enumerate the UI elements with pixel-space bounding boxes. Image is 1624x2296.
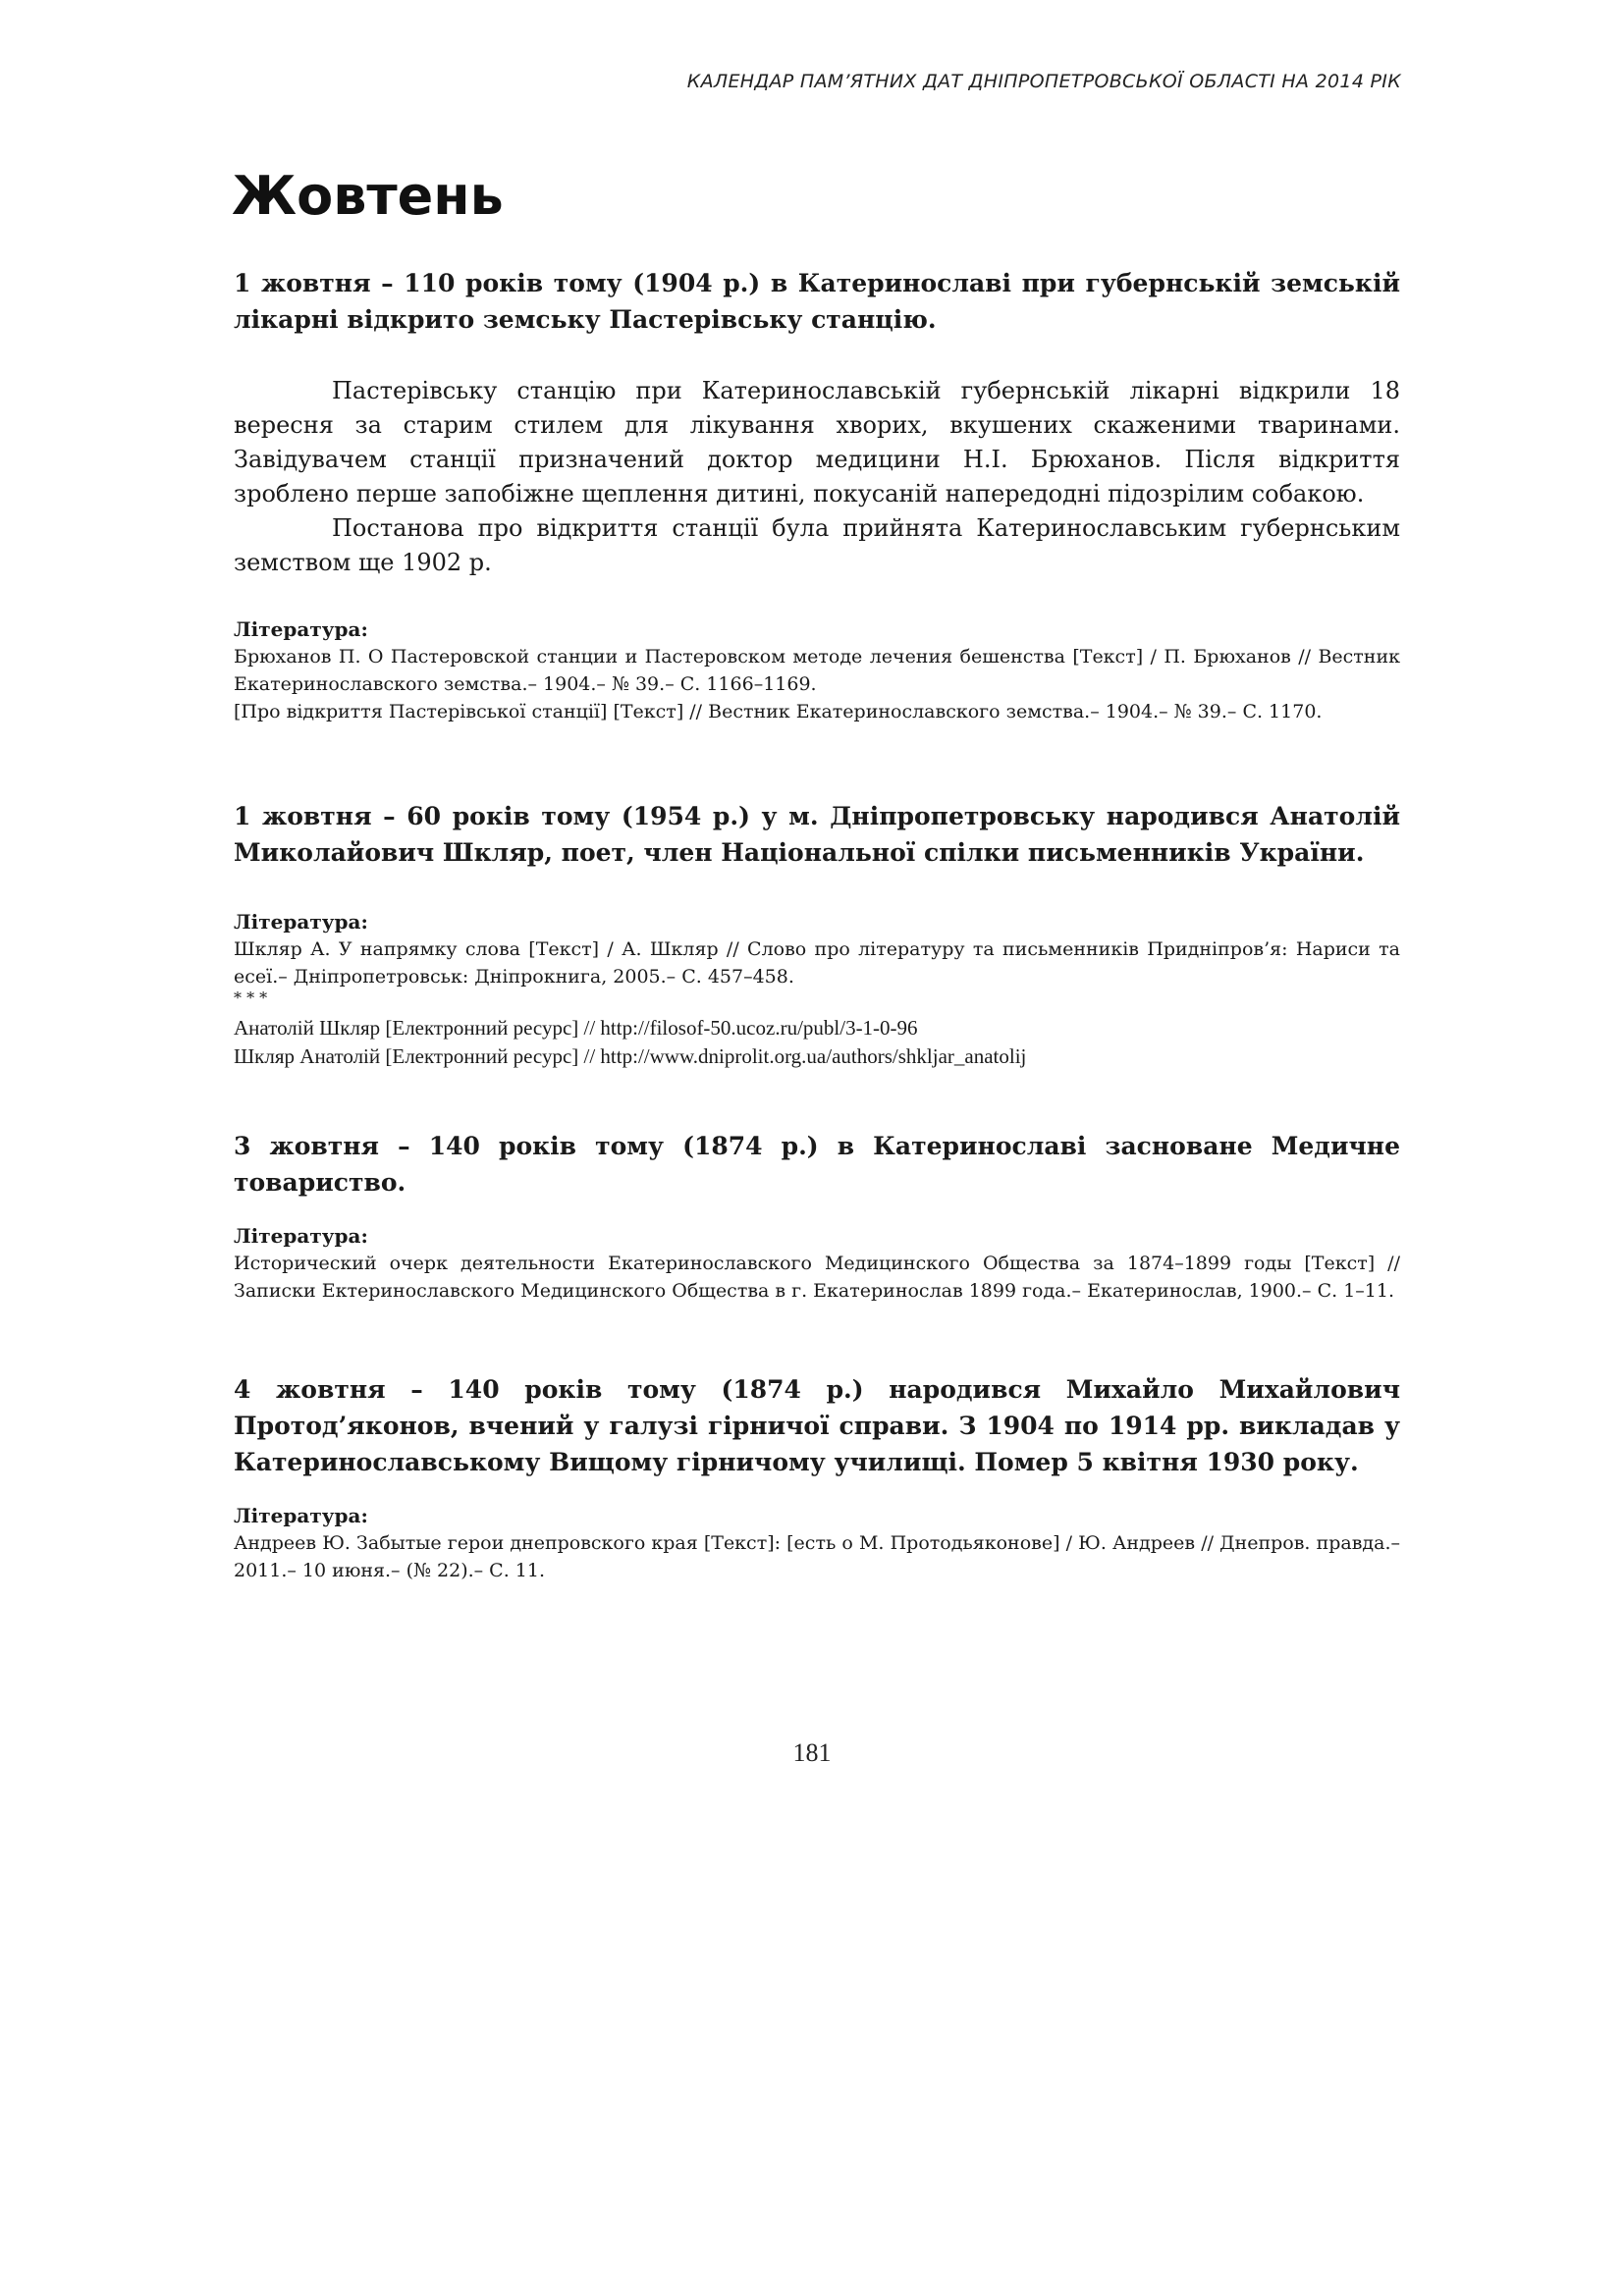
web-source: Шкляр Анатолій [Електронний ресурс] // http://www.dniprolit.org.ua/authors/shkljar_anatolij bbox=[234, 1044, 1027, 1068]
body-paragraph: Пастерівську станцію при Катеринославській губернській лікарні відкрили 18 вересня за старим стилем для лікування хворих, вкушених скаженими тваринами. Завідувачем станції призначений доктор медицини Н.І. Брюханов. Після відкриття зроблено перше запобіжне щеплення дитині, покусаній напередодні підозрілим собакою. bbox=[234, 377, 1400, 507]
entry-heading: 4 жовтня – 140 років тому (1874 р.) народився Михайло Михайлович Протод’яконов, вчений у галузі гірничої справи. З 1904 по 1914 рр. викладав у Катеринославському Вищому гірничому училищі. Помер 5 квітня 1930 року. bbox=[234, 1375, 1400, 1476]
literature-label: Література: bbox=[234, 910, 368, 934]
literature-item: Шкляр А. У напрямку слова [Текст] / А. Шкляр // Слово про літературу та письменників Придніпров’я: Нариси та есеї.– Дніпропетровськ: Дніпрокнига, 2005.– С. 457–458. bbox=[234, 938, 1400, 988]
calendar-entry bbox=[234, 1128, 1400, 1305]
calendar-entry bbox=[234, 798, 1400, 1071]
literature-item: Исторический очерк деятельности Екатеринославского Медицинского Общества за 1874–1899 годы [Текст] // Записки Ектеринославского Медицинского Общества в г. Екатеринослав 1899 года.– Екатеринослав, 1900.– С. 1–11. bbox=[234, 1253, 1400, 1302]
entry-body bbox=[234, 374, 1400, 580]
calendar-entry bbox=[234, 1371, 1400, 1584]
literature-label: Література: bbox=[234, 617, 368, 641]
entry-heading: 1 жовтня – 60 років тому (1954 р.) у м. Дніпропетровську народився Анатолій Миколайович Шкляр, поет, член Національної спілки письменників України. bbox=[234, 802, 1400, 867]
literature-label: Література: bbox=[234, 1504, 368, 1527]
literature-separator: * * * bbox=[234, 988, 268, 1007]
literature-label: Література: bbox=[234, 1224, 368, 1248]
literature-item: Андреев Ю. Забытые герои днепровского края [Текст]: [есть о М. Протодьяконове] / Ю. Андреев // Днепров. правда.– 2011.– 10 июня.– (№ 22).– С. 11. bbox=[234, 1532, 1400, 1581]
entry-heading: 1 жовтня – 110 років тому (1904 р.) в Катеринославі при губернській земській лікарні відкрито земську Пастерівську станцію. bbox=[234, 269, 1400, 334]
body-paragraph: Постанова про відкриття станції була прийнята Катеринославським губернським земством ще 1902 р. bbox=[234, 514, 1400, 576]
running-header: КАЛЕНДАР ПАМ’ЯТНИХ ДАТ ДНІПРОПЕТРОВСЬКОЇ ОБЛАСТІ НА 2014 РІК bbox=[686, 71, 1401, 92]
web-source: Анатолій Шкляр [Електронний ресурс] // http://filosof-50.ucoz.ru/publ/3-1-0-96 bbox=[234, 1016, 918, 1040]
calendar-entry bbox=[234, 265, 1400, 725]
literature-item: [Про відкриття Пастерівської станції] [Текст] // Вестник Екатеринославского земства.– 1904.– № 39.– С. 1170. bbox=[234, 701, 1323, 722]
page-title: Жовтень bbox=[232, 165, 504, 227]
literature-item: Брюханов П. О Пастеровской станции и Пастеровском методе лечения бешенства [Текст] / П. Брюханов // Вестник Екатеринославского земства.– 1904.– № 39.– С. 1166–1169. bbox=[234, 646, 1400, 695]
page-number: 181 bbox=[792, 1738, 832, 1767]
page-content bbox=[234, 265, 1400, 1584]
entry-heading: 3 жовтня – 140 років тому (1874 р.) в Катеринославі засноване Медичне товариство. bbox=[234, 1132, 1400, 1197]
